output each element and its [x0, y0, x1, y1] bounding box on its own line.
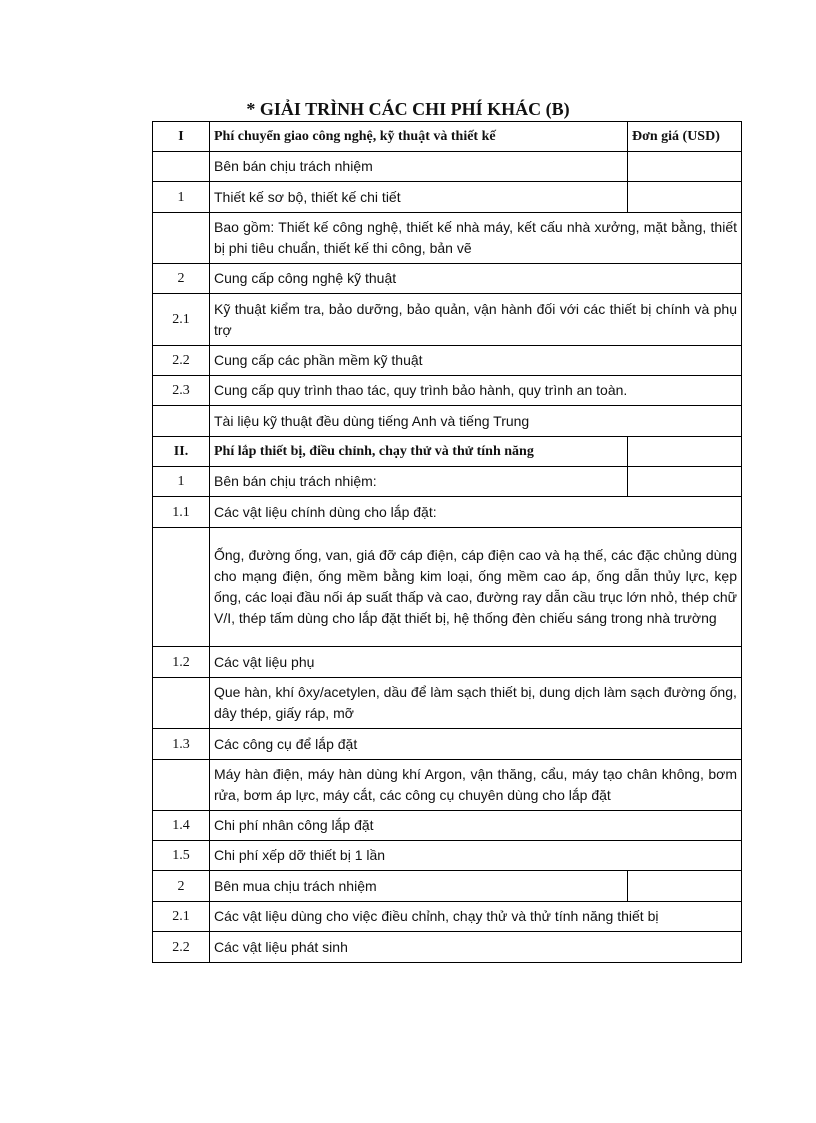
row-description: Tài liệu kỹ thuật đều dùng tiếng Anh và tiếng Trung [210, 406, 742, 437]
row-number [153, 152, 210, 182]
table-row [153, 294, 742, 346]
row-number [153, 760, 210, 811]
row-number: 2.3 [153, 376, 210, 406]
row-number: 2 [153, 264, 210, 294]
row-price [628, 871, 742, 902]
row-description: Máy hàn điện, máy hàn dùng khí Argon, vận thăng, cẩu, máy tạo chân không, bơm rửa, bơm áp lực, máy cắt, các công cụ chuyên dùng cho lắp đặt [210, 760, 742, 811]
table-row [153, 346, 742, 376]
row-price [628, 152, 742, 182]
row-price [628, 182, 742, 213]
row-number: 2.2 [153, 346, 210, 376]
row-description: Bên bán chịu trách nhiệm: [210, 467, 628, 497]
row-description: Các công cụ để lắp đặt [210, 729, 742, 760]
row-description: Chi phí xếp dỡ thiết bị 1 lần [210, 841, 742, 871]
table-row [153, 932, 742, 963]
table-row [153, 497, 742, 528]
section-heading: Phí chuyển giao công nghệ, kỹ thuật và thiết kế [210, 122, 628, 152]
section-number: I [153, 122, 210, 152]
table-row [153, 729, 742, 760]
row-number [153, 213, 210, 264]
row-price [628, 437, 742, 467]
row-number: 1.1 [153, 497, 210, 528]
row-number: 2.1 [153, 902, 210, 932]
table-row [153, 841, 742, 871]
row-description: Kỹ thuật kiểm tra, bảo dưỡng, bảo quản, vận hành đối với các thiết bị chính và phụ trợ [210, 294, 742, 346]
table-row [153, 264, 742, 294]
row-description: Que hàn, khí ôxy/acetylen, dầu để làm sạch thiết bị, dung dịch làm sạch đường ống, dây thép, giấy ráp, mỡ [210, 678, 742, 729]
row-description: Các vật liệu dùng cho việc điều chỉnh, chạy thử và thử tính năng thiết bị [210, 902, 742, 932]
row-description: Các vật liệu phụ [210, 647, 742, 678]
table-row [153, 182, 742, 213]
page-title: * GIẢI TRÌNH CÁC CHI PHÍ KHÁC (B) [246, 99, 570, 119]
row-number: 2 [153, 871, 210, 902]
table-row [153, 122, 742, 152]
row-number: 2.1 [153, 294, 210, 346]
table-row [153, 902, 742, 932]
row-number: 1 [153, 467, 210, 497]
table-row [153, 152, 742, 182]
row-description: Bên bán chịu trách nhiệm [210, 152, 628, 182]
table-row [153, 437, 742, 467]
section-heading: Phí lắp thiết bị, điều chỉnh, chạy thử và thử tính năng [210, 437, 628, 467]
row-description: Cung cấp các phần mềm kỹ thuật [210, 346, 742, 376]
row-description: Cung cấp công nghệ kỹ thuật [210, 264, 742, 294]
row-number: 2.2 [153, 932, 210, 963]
table-row [153, 760, 742, 811]
cost-table [152, 121, 742, 963]
row-description: Thiết kế sơ bộ, thiết kế chi tiết [210, 182, 628, 213]
row-price [628, 467, 742, 497]
row-description: Chi phí nhân công lắp đặt [210, 811, 742, 841]
row-description: Ống, đường ống, van, giá đỡ cáp điện, cáp điện cao và hạ thế, các đặc chủng dùng cho mạng điện, ống mềm bằng kim loại, ống mềm cao áp, ống dẫn thủy lực, kẹp ống, các loại đầu nối áp suất thấp và cao, đường ray dẫn cầu trục lớn nhỏ, thép chữ V/I, thép tấm dùng cho lắp đặt thiết bị, hệ thống đèn chiếu sáng trong nhà trường [210, 528, 742, 647]
row-description: Các vật liệu phát sinh [210, 932, 742, 963]
row-number [153, 406, 210, 437]
unit-price-header: Đơn giá (USD) [628, 122, 742, 152]
table-row [153, 213, 742, 264]
table-row [153, 528, 742, 647]
table-row [153, 376, 742, 406]
table-row [153, 647, 742, 678]
table-row [153, 871, 742, 902]
row-number: 1.4 [153, 811, 210, 841]
row-number: 1.3 [153, 729, 210, 760]
row-number: 1 [153, 182, 210, 213]
row-description: Các vật liệu chính dùng cho lắp đặt: [210, 497, 742, 528]
table-row [153, 811, 742, 841]
row-description: Bên mua chịu trách nhiệm [210, 871, 628, 902]
row-description: Cung cấp quy trình thao tác, quy trình bảo hành, quy trình an toàn. [210, 376, 742, 406]
row-number: 1.5 [153, 841, 210, 871]
row-number: 1.2 [153, 647, 210, 678]
table-row [153, 678, 742, 729]
table-row [153, 467, 742, 497]
table-row [153, 406, 742, 437]
section-number: II. [153, 437, 210, 467]
row-description: Bao gồm: Thiết kế công nghệ, thiết kế nhà máy, kết cấu nhà xưởng, mặt bằng, thiết bị phi tiêu chuẩn, thiết kế thi công, bản vẽ [210, 213, 742, 264]
row-number [153, 678, 210, 729]
row-number [153, 528, 210, 647]
